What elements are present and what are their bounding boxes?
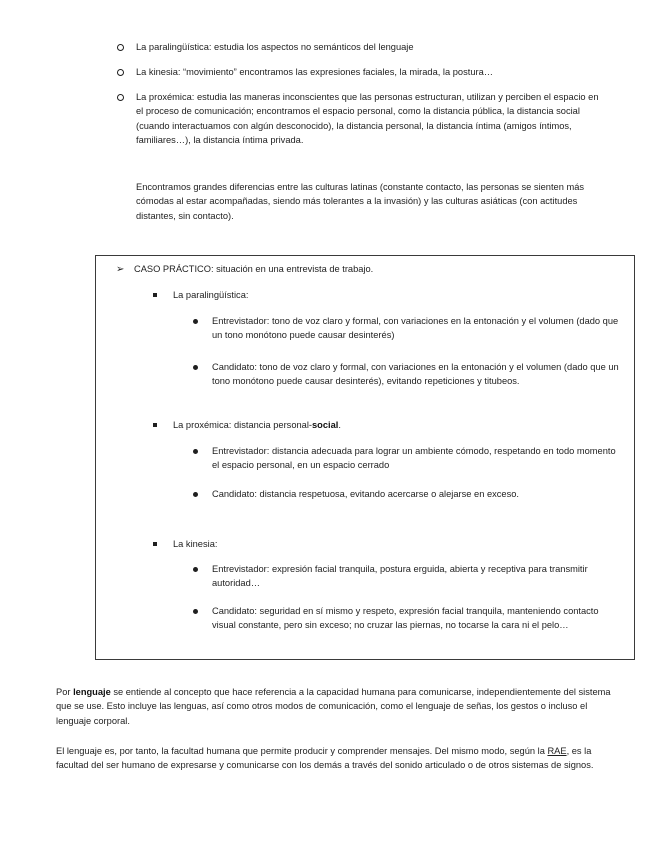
list-item: [117, 90, 603, 148]
sub-item: [193, 604, 623, 633]
sub-item-text: Entrevistador: distancia adecuada para lograr un ambiente cómodo, respetando en todo momento el espacio personal, en un espacio cerrado: [212, 446, 616, 471]
sub-item: [193, 562, 623, 591]
sub-item: [193, 360, 623, 389]
case-title: CASO PRÁCTICO: situación en una entrevista de trabajo.: [134, 264, 374, 274]
sub-item-text: Candidato: distancia respetuosa, evitando acercarse o alejarse en exceso.: [212, 489, 519, 499]
dot-bullet-icon: [193, 319, 198, 324]
cultures-paragraph: Encontramos grandes diferencias entre las culturas latinas (constante contacto, las personas se sienten más cómodas al estar acompañadas, siendo más tolerantes a la invasión) y las culturas asiáticas (con actitudes distantes, sin contacto).: [136, 182, 585, 221]
lenguaje-rae-paragraph: El lenguaje es, por tanto, la facultad humana que permite producir y comprender mensajes. Del mismo modo, según la RAE, es la facultad del ser humano de expresarse y comunicarse con los demás a través del sonido articulado o de otros sistemas de signos.: [56, 746, 594, 771]
rae-link[interactable]: RAE: [547, 746, 567, 756]
circle-bullet-icon: [117, 69, 124, 76]
circle-bullet-icon: [117, 94, 124, 101]
sub-item: [193, 314, 623, 343]
dot-bullet-icon: [193, 365, 198, 370]
sub-item-text: Entrevistador: expresión facial tranquila, postura erguida, abierta y receptiva para transmitir autoridad…: [212, 564, 588, 589]
square-bullet-icon: [153, 542, 157, 546]
dot-bullet-icon: [193, 492, 198, 497]
section-label: La proxémica: distancia personal-social.: [173, 420, 341, 430]
list-item-text: La paralingüística: estudia los aspectos no semánticos del lenguaje: [136, 42, 414, 52]
square-bullet-icon: [153, 423, 157, 427]
dot-bullet-icon: [193, 567, 198, 572]
sub-item-text: Entrevistador: tono de voz claro y formal, con variaciones en la entonación y el volumen (dado que un tono monótono puede causar desinterés): [212, 316, 619, 341]
square-bullet-icon: [153, 293, 157, 297]
sub-item: [193, 487, 623, 501]
list-item: [117, 65, 603, 79]
section-label: La kinesia:: [173, 539, 218, 549]
list-item: [117, 40, 603, 54]
circle-bullet-icon: [117, 44, 124, 51]
section-label-bold: social: [312, 420, 339, 430]
list-item-text: La proxémica: estudia las maneras inconscientes que las personas estructuran, utilizan y perciben el espacio en el proceso de comunicación; encontramos el espacio personal, como la distancia pública, la distancia social (cuando interactuamos con algún desconocido), la distancia personal, la distancia íntima (amigos íntimos, familiares…), la distancia íntima privada.: [136, 92, 599, 146]
lenguaje-term: lenguaje: [73, 687, 111, 697]
sub-item-text: Candidato: seguridad en sí mismo y respeto, expresión facial tranquila, manteniendo contacto visual constante, pero sin exceso; no cruzar las piernas, no tocarse la cara ni el pelo…: [212, 606, 599, 631]
arrow-bullet-icon: ➢: [116, 264, 125, 275]
section-label: La paralingüística:: [173, 290, 249, 300]
dot-bullet-icon: [193, 609, 198, 614]
sub-item-text: Candidato: tono de voz claro y formal, con variaciones en la entonación y el volumen (dado que un tono monótono puede causar desinterés), evitando repeticiones y titubeos.: [212, 362, 619, 387]
lenguaje-definition-paragraph: Por lenguaje se entiende al concepto que hace referencia a la capacidad humana para comunicarse, independientemente del sistema que se use. Esto incluye las lenguas, así como otros modos de comunicación, como el lenguaje de señas, los gestos o incluso el lenguaje corporal.: [56, 687, 611, 726]
dot-bullet-icon: [193, 449, 198, 454]
sub-item: [193, 444, 623, 473]
list-item-text: La kinesia: “movimiento” encontramos las expresiones faciales, la mirada, la postura…: [136, 67, 494, 77]
